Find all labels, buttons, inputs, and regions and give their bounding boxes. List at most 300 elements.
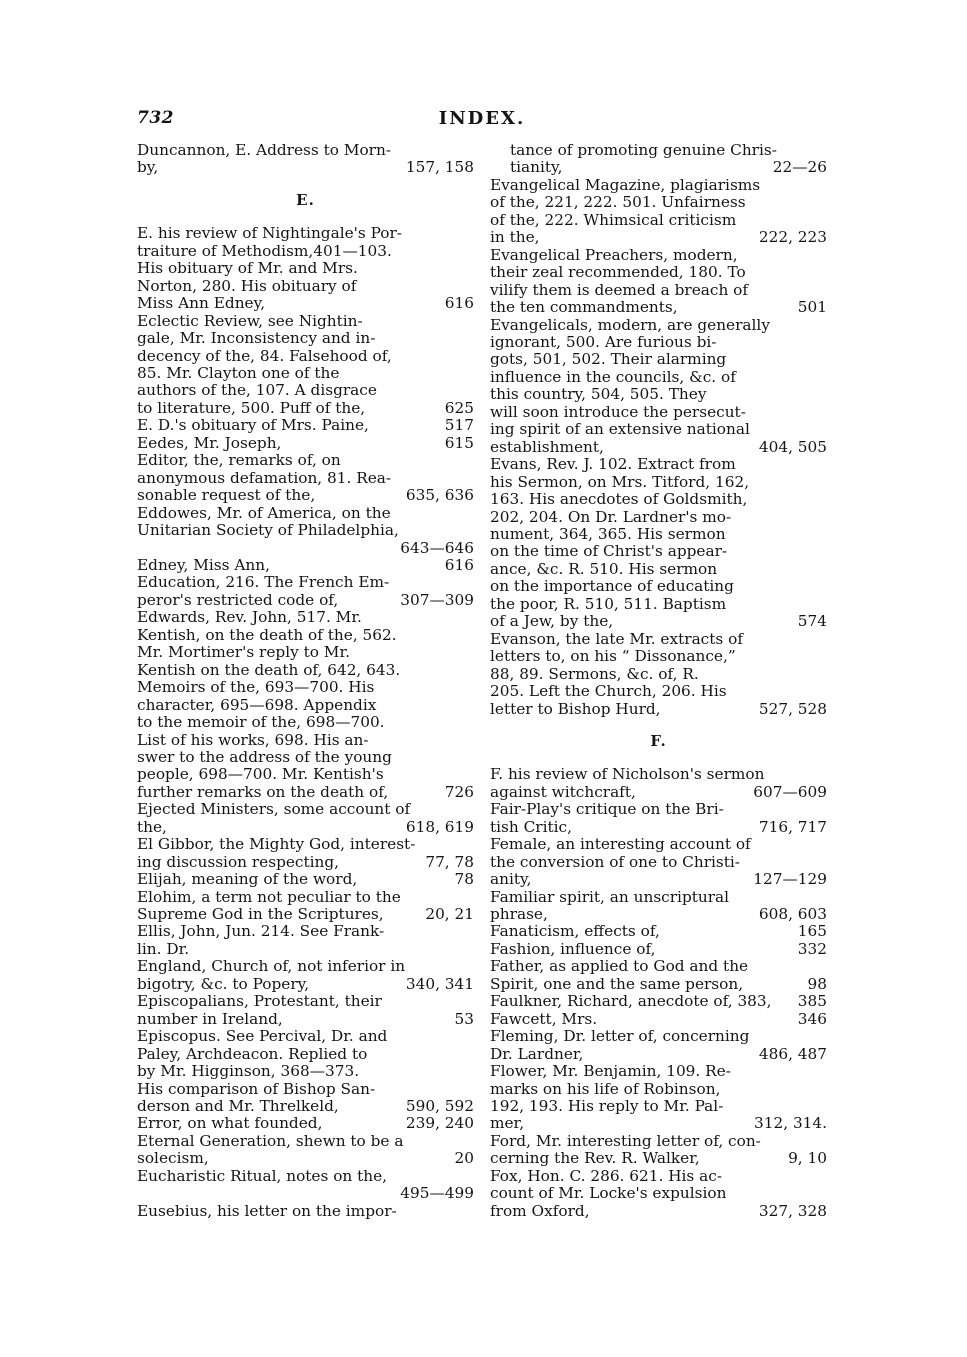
entry-line <box>137 713 474 732</box>
entry-line <box>137 1149 474 1168</box>
entry-text: 205. Left the Church, 206. His <box>490 682 727 701</box>
page-reference: 77, 78 <box>425 852 474 871</box>
entry-line <box>490 1131 827 1150</box>
index-entry <box>137 505 474 557</box>
entry-line <box>137 224 474 243</box>
entry-text: Paley, Archdeacon. Replied to <box>137 1044 368 1063</box>
entry-line <box>157 540 474 557</box>
entry-line <box>490 870 827 889</box>
entry-text: tance of promoting genuine Chris- <box>510 141 777 159</box>
entry-line <box>490 887 827 906</box>
entry-text: Fashion, influence of, <box>490 939 656 958</box>
entry-text: gots, 501, 502. Their alarming <box>490 350 727 369</box>
entry-line <box>490 350 827 369</box>
entry-line <box>137 363 474 382</box>
index-entry <box>137 557 474 574</box>
entry-line <box>490 332 827 351</box>
entry-text: Fleming, Dr. letter of, concerning <box>490 1027 750 1046</box>
entry-text: influence in the councils, &c. of <box>490 367 736 386</box>
entry-text: tish Critic, <box>490 817 572 836</box>
entry-text: Miss Ann Edney, <box>137 294 266 313</box>
entry-line <box>490 1062 827 1081</box>
page-reference: 501 <box>797 298 827 317</box>
entry-text: Duncannon, E. Address to Morn- <box>137 141 392 159</box>
entry-text: peror's restricted code of, <box>137 590 339 609</box>
entry-text: Episcopalians, Protestant, their <box>137 992 382 1011</box>
entry-line <box>490 542 827 561</box>
entry-line <box>137 992 474 1011</box>
index-entry <box>490 1133 827 1168</box>
entry-line <box>137 800 474 819</box>
entry-line <box>490 852 827 871</box>
page-reference: 307—309 <box>400 590 474 609</box>
page-reference: 635, 636 <box>405 486 474 505</box>
page-reference: 625 <box>444 398 474 417</box>
entry-text: Eclectic Review, see Nightin- <box>137 311 363 330</box>
entry-text: Father, as applied to God and the <box>490 957 749 976</box>
entry-line <box>137 922 474 941</box>
entry-text: marks on his life of Robinson, <box>490 1079 721 1098</box>
entry-line <box>137 241 474 260</box>
index-entry <box>137 1133 474 1168</box>
entry-line <box>490 1027 827 1046</box>
page-reference: 486, 487 <box>758 1044 827 1063</box>
entry-line <box>137 608 474 627</box>
entry-text: Fair-Play's critique on the Bri- <box>490 800 724 819</box>
index-entry <box>490 317 827 457</box>
entry-line <box>137 782 474 801</box>
page-reference: 590, 592 <box>405 1097 474 1116</box>
entry-text: Kentish, on the death of the, 562. <box>137 625 397 644</box>
entry-line <box>490 682 827 701</box>
page-reference: 165 <box>797 922 827 941</box>
entry-text: of the, 222. Whimsical criticism <box>490 210 737 229</box>
entry-text: Faulkner, Richard, anecdote of, 383, <box>490 992 772 1011</box>
entry-line <box>137 451 474 470</box>
entry-line <box>137 660 474 679</box>
page-reference: 574 <box>797 612 827 631</box>
entry-line <box>490 905 827 924</box>
page-reference: 127—129 <box>753 870 827 889</box>
entry-text: ing spirit of an extensive national <box>490 420 750 439</box>
entry-line <box>490 594 827 613</box>
index-entry <box>490 1168 827 1220</box>
index-entry <box>490 801 827 836</box>
entry-line <box>137 1062 474 1081</box>
entry-text: Education, 216. The French Em- <box>137 573 390 592</box>
entry-text: establishment, <box>490 437 604 456</box>
entry-text: phrase, <box>490 905 548 924</box>
entry-text: Female, an interesting account of <box>490 835 751 854</box>
entry-line <box>137 521 474 540</box>
page-reference: 9, 10 <box>788 1149 827 1168</box>
entry-line <box>490 782 827 801</box>
page-reference: 616 <box>444 294 474 313</box>
page-reference: 608, 603 <box>758 905 827 924</box>
page-reference: 20 <box>454 1149 474 1168</box>
page-header <box>137 108 827 134</box>
entry-line <box>490 280 827 299</box>
entry-text: Error, on what founded, <box>137 1114 323 1133</box>
entry-text: 85. Mr. Clayton one of the <box>137 363 340 382</box>
entry-line <box>490 577 827 596</box>
entry-line <box>137 1201 474 1220</box>
index-entry <box>490 958 827 993</box>
entry-text: ance, &c. R. 510. His sermon <box>490 559 718 578</box>
entry-text: the poor, R. 510, 511. Baptism <box>490 594 727 613</box>
entry-line <box>490 559 827 578</box>
entry-text: Mr. Mortimer's reply to Mr. <box>137 643 350 662</box>
entry-line <box>137 276 474 295</box>
entry-line <box>137 1079 474 1098</box>
entry-text: Ford, Mr. interesting letter of, con- <box>490 1131 761 1150</box>
entry-text: to the memoir of the, 698—700. <box>137 713 385 732</box>
entry-line <box>490 939 827 958</box>
entry-text: people, 698—700. Mr. Kentish's <box>137 765 384 784</box>
entry-text: His obituary of Mr. and Mrs. <box>137 259 358 278</box>
entry-line <box>490 1044 827 1063</box>
entry-text: 163. His anecdotes of Goldsmith, <box>490 490 748 509</box>
entry-line <box>137 678 474 697</box>
entry-text: the conversion of one to Christi- <box>490 852 740 871</box>
index-entry <box>137 1115 474 1132</box>
index-entry <box>137 801 474 836</box>
entry-text: Fawcett, Mrs. <box>490 1009 598 1028</box>
page-reference: 327, 328 <box>758 1201 827 1220</box>
page-reference: 332 <box>797 939 827 958</box>
entry-line <box>490 263 827 282</box>
entry-line <box>490 420 827 439</box>
entry-line <box>137 259 474 278</box>
entry-line <box>490 664 827 683</box>
entry-text: Unitarian Society of Philadelphia, <box>137 521 399 540</box>
page-reference: 222, 223 <box>758 228 827 247</box>
entry-text: nument, 364, 365. His sermon <box>490 524 726 543</box>
entry-text: tianity, <box>510 158 563 177</box>
entry-line <box>137 870 474 889</box>
entry-line <box>490 957 827 976</box>
entry-line <box>490 1184 827 1203</box>
page-reference: 312, 314. <box>754 1114 827 1133</box>
entry-text: character, 695—698. Appendix <box>137 695 377 714</box>
index-entry <box>490 766 827 801</box>
index-column-right <box>490 142 827 1220</box>
entry-text: the ten commandments, <box>490 298 678 317</box>
entry-text: Memoirs of the, 693—700. His <box>137 678 375 697</box>
index-entry <box>490 1063 827 1133</box>
entry-text: the, <box>137 817 167 836</box>
entry-line <box>137 1097 474 1116</box>
entry-text: letter to Bishop Hurd, <box>490 699 661 718</box>
section-letter: E. <box>296 190 315 209</box>
entry-text: Ellis, John, Jun. 214. See Frank- <box>137 922 385 941</box>
entry-text: E. D.'s obituary of Mrs. Paine, <box>137 416 369 435</box>
entry-line <box>137 468 474 487</box>
entry-line <box>137 1114 474 1133</box>
entry-text: Episcopus. See Percival, Dr. and <box>137 1027 388 1046</box>
page-reference: 616 <box>444 555 474 574</box>
index-entry <box>137 1028 474 1115</box>
entry-line <box>137 311 474 330</box>
page-reference: 615 <box>444 433 474 452</box>
entry-text: decency of the, 84. Falsehood of, <box>137 346 392 365</box>
entry-line <box>490 472 827 491</box>
entry-line <box>490 1079 827 1098</box>
entry-text: will soon introduce the persecut- <box>490 402 746 421</box>
entry-text: Evangelical Preachers, modern, <box>490 245 738 264</box>
entry-line <box>137 643 474 662</box>
entry-line <box>490 524 827 543</box>
page-reference: 20, 21 <box>425 905 474 924</box>
entry-text: Eucharistic Ritual, notes on the, <box>137 1166 388 1185</box>
page-reference: 157, 158 <box>405 158 474 177</box>
entry-line <box>490 245 827 264</box>
entry-line <box>137 1044 474 1063</box>
entry-text: Flower, Mr. Benjamin, 109. Re- <box>490 1062 731 1081</box>
entry-line <box>137 835 474 854</box>
entry-text: in the, <box>490 228 540 247</box>
page-reference: 607—609 <box>753 782 827 801</box>
entry-text: Evangelical Magazine, plagiarisms <box>490 175 761 194</box>
page-reference: 340, 341 <box>405 974 474 993</box>
entry-text: His comparison of Bishop San- <box>137 1079 376 1098</box>
entry-line <box>137 1009 474 1028</box>
entry-text: ignorant, 500. Are furious bi- <box>490 332 717 351</box>
entry-text: his Sermon, on Mrs. Titford, 162, <box>490 472 750 491</box>
index-entry <box>137 313 474 418</box>
entry-text: Evans, Rev. J. 102. Extract from <box>490 455 736 474</box>
index-entry <box>137 871 474 888</box>
entry-text: Fanaticism, effects of, <box>490 922 660 941</box>
index-entry <box>490 456 827 631</box>
entry-text: this country, 504, 505. They <box>490 385 707 404</box>
entry-text: Supreme God in the Scriptures, <box>137 905 384 924</box>
index-entry <box>137 993 474 1028</box>
entry-text: vilify them is deemed a breach of <box>490 280 749 299</box>
entry-text: sonable request of the, <box>137 486 316 505</box>
entry-line <box>490 1097 827 1116</box>
entry-text: 202, 204. On Dr. Lardner's mo- <box>490 507 732 526</box>
entry-text: of the, 221, 222. 501. Unfairness <box>490 193 746 212</box>
entry-line <box>490 699 827 718</box>
index-entry-continued <box>490 142 827 177</box>
page-reference: 78 <box>454 870 474 889</box>
entry-line <box>137 573 474 592</box>
entry-text: England, Church of, not inferior in <box>137 957 406 976</box>
entry-line <box>137 346 474 365</box>
entry-text: 88, 89. Sermons, &c. of, R. <box>490 664 699 683</box>
index-entry <box>490 631 827 718</box>
entry-line <box>490 490 827 509</box>
entry-line <box>490 228 827 247</box>
entry-line <box>137 939 474 958</box>
entry-line <box>137 1131 474 1150</box>
entry-line <box>137 416 474 435</box>
section-letter: F. <box>650 731 667 750</box>
page-reference: 495—499 <box>400 1184 474 1203</box>
entry-text: Eusebius, his letter on the impor- <box>137 1201 397 1220</box>
entry-line <box>137 433 474 452</box>
entry-line <box>490 612 827 631</box>
page-reference: 517 <box>444 416 474 435</box>
entry-text: solecism, <box>137 1149 209 1168</box>
index-entry <box>490 177 827 247</box>
entry-line <box>137 1166 474 1185</box>
entry-line <box>137 329 474 348</box>
entry-line <box>490 817 827 836</box>
entry-text: Familiar spirit, an unscriptural <box>490 887 730 906</box>
entry-line <box>490 402 827 421</box>
entry-line <box>490 367 827 386</box>
index-entry <box>490 923 827 940</box>
entry-text: lin. Dr. <box>137 939 190 958</box>
entry-line <box>490 1149 827 1168</box>
entry-text: count of Mr. Locke's expulsion <box>490 1184 727 1203</box>
index-entry <box>490 836 827 888</box>
entry-line <box>490 210 827 229</box>
page-reference: 22—26 <box>772 158 827 177</box>
index-column-left <box>137 142 474 1220</box>
index-entry <box>490 247 827 317</box>
entry-line <box>137 398 474 417</box>
entry-text: traiture of Methodism,401—103. <box>137 241 392 260</box>
entry-text: by, <box>137 158 159 177</box>
entry-text: Spirit, one and the same person, <box>490 974 744 993</box>
entry-line <box>137 852 474 871</box>
entry-line <box>490 437 827 456</box>
entry-line <box>490 629 827 648</box>
page-reference: 527, 528 <box>758 699 827 718</box>
entry-text: List of his works, 698. His an- <box>137 730 369 749</box>
entry-text: F. his review of Nicholson's sermon <box>490 765 765 784</box>
index-entry <box>137 1168 474 1203</box>
entry-line <box>490 315 827 334</box>
entry-line <box>137 974 474 993</box>
entry-line <box>137 381 474 400</box>
entry-text: Eternal Generation, shewn to be a <box>137 1131 404 1150</box>
entry-text: Edney, Miss Ann, <box>137 555 270 574</box>
entry-line <box>490 385 827 404</box>
page-reference: 404, 505 <box>758 437 827 456</box>
entry-text: Kentish on the death of, 642, 643. <box>137 660 401 679</box>
entry-text: authors of the, 107. A disgrace <box>137 381 377 400</box>
entry-text: Ejected Ministers, some account of <box>137 800 411 819</box>
entry-text: E. his review of Nightingale's Por- <box>137 224 402 243</box>
entry-line <box>490 1114 827 1133</box>
entry-text: cerning the Rev. R. Walker, <box>490 1149 700 1168</box>
entry-text: gale, Mr. Inconsistency and in- <box>137 329 376 348</box>
page-reference: 385 <box>797 992 827 1011</box>
entry-text: further remarks on the death of, <box>137 782 389 801</box>
entry-text: on the importance of educating <box>490 577 734 596</box>
index-entry <box>137 452 474 504</box>
index-entry <box>137 225 474 312</box>
entry-text: derson and Mr. Threlkeld, <box>137 1097 339 1116</box>
entry-line <box>490 455 827 474</box>
page-reference: 346 <box>797 1009 827 1028</box>
entry-line <box>137 625 474 644</box>
index-entry <box>137 889 474 924</box>
page-reference: 98 <box>807 974 827 993</box>
entry-line <box>490 193 827 212</box>
index-entry <box>490 941 827 958</box>
entry-line <box>137 590 474 609</box>
index-entry <box>490 993 827 1010</box>
index-entry <box>137 1203 474 1220</box>
index-entry <box>137 836 474 871</box>
page-reference: 716, 717 <box>758 817 827 836</box>
entry-line <box>137 158 474 177</box>
entry-text: anonymous defamation, 81. Rea- <box>137 468 392 487</box>
entry-line <box>490 1201 827 1220</box>
entry-text: their zeal recommended, 180. To <box>490 263 746 282</box>
entry-line <box>137 486 474 505</box>
page-reference: 643—646 <box>400 538 474 557</box>
entry-line <box>490 1166 827 1185</box>
page-number: 732 <box>137 108 174 128</box>
entry-text: swer to the address of the young <box>137 747 392 766</box>
page-reference: 726 <box>444 782 474 801</box>
entry-line <box>137 294 474 313</box>
index-entry <box>137 142 474 177</box>
entry-text: to literature, 500. Puff of the, <box>137 398 366 417</box>
page-reference: 53 <box>454 1009 474 1028</box>
entry-text: Edwards, Rev. John, 517. Mr. <box>137 608 362 627</box>
entry-text: El Gibbor, the Mighty God, interest- <box>137 835 416 854</box>
index-entry <box>137 574 474 609</box>
entry-text: number in Ireland, <box>137 1009 283 1028</box>
entry-line <box>490 992 827 1011</box>
entry-line <box>137 747 474 766</box>
entry-line <box>510 142 827 159</box>
entry-text: Dr. Lardner, <box>490 1044 584 1063</box>
index-entry <box>490 1028 827 1063</box>
page-reference: 618, 619 <box>405 817 474 836</box>
entry-line <box>137 765 474 784</box>
index-entry <box>490 1011 827 1028</box>
index-entry <box>137 435 474 452</box>
entry-line <box>137 503 474 522</box>
index-entry <box>137 958 474 993</box>
page-reference: 239, 240 <box>405 1114 474 1133</box>
entry-line <box>137 730 474 749</box>
entry-line <box>490 175 827 194</box>
entry-line <box>490 922 827 941</box>
entry-text: mer, <box>490 1114 525 1133</box>
entry-text: bigotry, &c. to Popery, <box>137 974 310 993</box>
entry-line <box>137 1027 474 1046</box>
entry-line <box>490 1009 827 1028</box>
entry-text: Evangelicals, modern, are generally <box>490 315 770 334</box>
entry-text: Norton, 280. His obituary of <box>137 276 357 295</box>
entry-line <box>490 765 827 784</box>
entry-line <box>137 905 474 924</box>
entry-text: Elijah, meaning of the word, <box>137 870 358 889</box>
entry-line <box>137 817 474 836</box>
entry-line <box>157 1185 474 1202</box>
entry-line <box>137 957 474 976</box>
entry-text: of a Jew, by the, <box>490 612 614 631</box>
entry-text: ing discussion respecting, <box>137 852 340 871</box>
entry-text: Evanson, the late Mr. extracts of <box>490 629 743 648</box>
page-title: INDEX. <box>438 108 526 129</box>
entry-text: from Oxford, <box>490 1201 590 1220</box>
entry-text: on the time of Christ's appear- <box>490 542 728 561</box>
entry-line <box>490 298 827 317</box>
entry-text: Elohim, a term not peculiar to the <box>137 887 401 906</box>
entry-line <box>510 159 827 176</box>
index-entry <box>137 609 474 801</box>
